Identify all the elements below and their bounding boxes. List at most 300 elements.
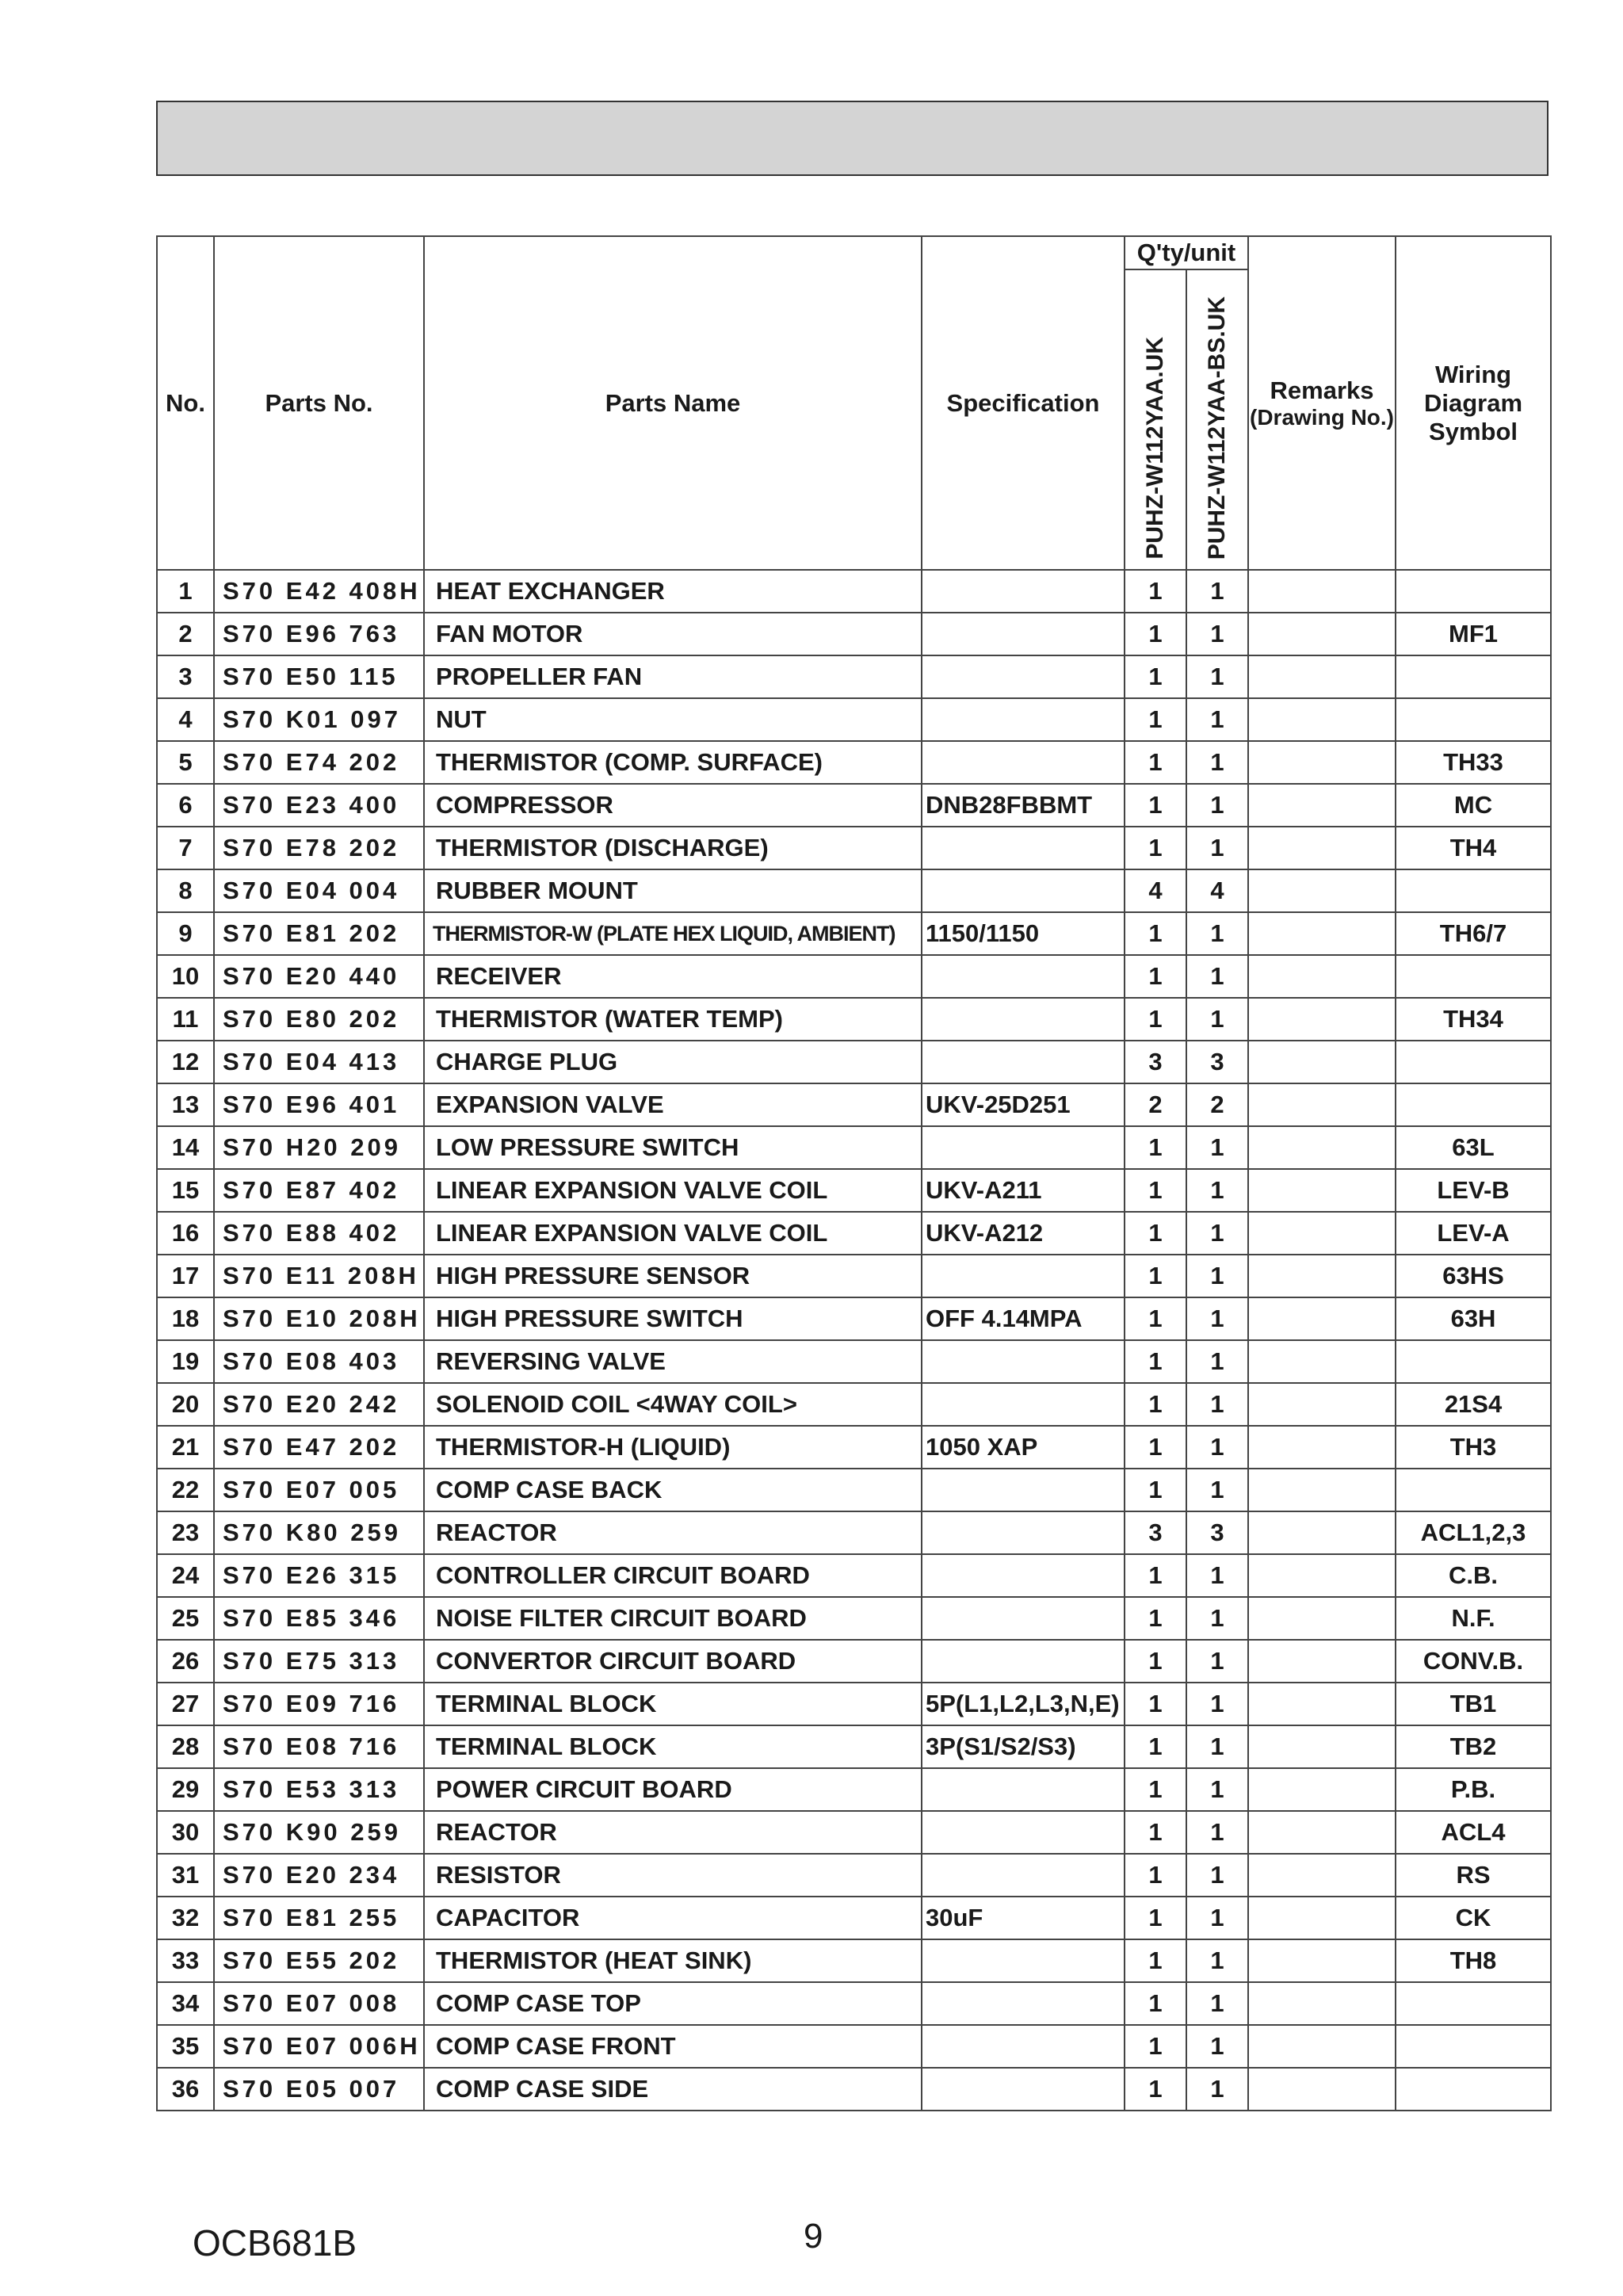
cell-qty-model-1: 1	[1125, 1169, 1186, 1212]
cell-parts-name: COMP CASE TOP	[424, 1982, 922, 2025]
cell-specification: UKV-A211	[922, 1169, 1125, 1212]
wiring-label-1: Wiring	[1434, 360, 1512, 388]
cell-specification	[922, 1640, 1125, 1683]
col-header-specification: Specification	[922, 236, 1125, 570]
cell-no: 21	[157, 1426, 214, 1469]
cell-wiring-symbol	[1396, 2025, 1551, 2068]
cell-qty-model-1: 1	[1125, 1897, 1186, 1939]
cell-part-no: S70 E11 208H	[214, 1255, 424, 1297]
cell-parts-name: CHARGE PLUG	[424, 1041, 922, 1083]
cell-part-no: S70 E74 202	[214, 741, 424, 784]
table-row	[157, 1041, 1551, 1083]
cell-wiring-symbol: TH4	[1396, 827, 1551, 869]
cell-parts-name: REACTOR	[424, 1511, 922, 1554]
cell-specification: DNB28FBBMT	[922, 784, 1125, 827]
cell-qty-model-2: 3	[1186, 1041, 1248, 1083]
cell-no: 23	[157, 1511, 214, 1554]
cell-qty-model-2: 1	[1186, 827, 1248, 869]
cell-qty-model-1: 4	[1125, 869, 1186, 912]
cell-qty-model-1: 1	[1125, 1597, 1186, 1640]
cell-no: 17	[157, 1255, 214, 1297]
cell-qty-model-2: 1	[1186, 741, 1248, 784]
cell-no: 1	[157, 570, 214, 613]
document-code: OCB681B	[193, 2222, 357, 2264]
cell-part-no: S70 E55 202	[214, 1939, 424, 1982]
cell-specification: 1050 XAP	[922, 1426, 1125, 1469]
cell-qty-model-2: 1	[1186, 1126, 1248, 1169]
cell-no: 30	[157, 1811, 214, 1854]
cell-qty-model-2: 1	[1186, 1982, 1248, 2025]
cell-qty-model-1: 1	[1125, 955, 1186, 998]
cell-no: 32	[157, 1897, 214, 1939]
cell-remarks	[1248, 869, 1396, 912]
cell-wiring-symbol: 63HS	[1396, 1255, 1551, 1297]
cell-remarks	[1248, 1426, 1396, 1469]
cell-parts-name: COMP CASE SIDE	[424, 2068, 922, 2111]
cell-no: 28	[157, 1725, 214, 1768]
cell-specification: 5P(L1,L2,L3,N,E)	[922, 1683, 1125, 1725]
cell-specification	[922, 1041, 1125, 1083]
cell-specification	[922, 2025, 1125, 2068]
cell-wiring-symbol: TH8	[1396, 1939, 1551, 1982]
table-row	[157, 1811, 1551, 1854]
cell-wiring-symbol	[1396, 1041, 1551, 1083]
wiring-label-3: Symbol	[1429, 417, 1518, 445]
cell-part-no: S70 E08 403	[214, 1340, 424, 1383]
cell-remarks	[1248, 955, 1396, 998]
cell-qty-model-1: 2	[1125, 1083, 1186, 1126]
table-row	[157, 1554, 1551, 1597]
cell-parts-name: FAN MOTOR	[424, 613, 922, 655]
cell-parts-name: HIGH PRESSURE SWITCH	[424, 1297, 922, 1340]
cell-qty-model-2: 1	[1186, 1554, 1248, 1597]
cell-specification: 30uF	[922, 1897, 1125, 1939]
cell-wiring-symbol: CONV.B.	[1396, 1640, 1551, 1683]
cell-wiring-symbol	[1396, 1083, 1551, 1126]
cell-remarks	[1248, 1297, 1396, 1340]
cell-no: 13	[157, 1083, 214, 1126]
cell-parts-name: REVERSING VALVE	[424, 1340, 922, 1383]
cell-parts-name: THERMISTOR (HEAT SINK)	[424, 1939, 922, 1982]
cell-qty-model-2: 1	[1186, 912, 1248, 955]
cell-no: 14	[157, 1126, 214, 1169]
table-row	[157, 1340, 1551, 1383]
cell-part-no: S70 E96 401	[214, 1083, 424, 1126]
cell-wiring-symbol: RS	[1396, 1854, 1551, 1897]
cell-remarks	[1248, 1768, 1396, 1811]
cell-parts-name: THERMISTOR (COMP. SURFACE)	[424, 741, 922, 784]
cell-wiring-symbol: C.B.	[1396, 1554, 1551, 1597]
cell-qty-model-1: 1	[1125, 1982, 1186, 2025]
cell-remarks	[1248, 1169, 1396, 1212]
cell-qty-model-2: 1	[1186, 1383, 1248, 1426]
page-number: 9	[804, 2217, 823, 2256]
cell-wiring-symbol	[1396, 1340, 1551, 1383]
cell-qty-model-1: 1	[1125, 1255, 1186, 1297]
cell-specification	[922, 613, 1125, 655]
cell-no: 8	[157, 869, 214, 912]
cell-remarks	[1248, 1340, 1396, 1383]
cell-parts-name: TERMINAL BLOCK	[424, 1683, 922, 1725]
cell-parts-name: THERMISTOR-W (PLATE HEX LIQUID, AMBIENT)	[424, 912, 922, 955]
table-row	[157, 1640, 1551, 1683]
cell-no: 9	[157, 912, 214, 955]
cell-part-no: S70 E78 202	[214, 827, 424, 869]
cell-wiring-symbol: TB2	[1396, 1725, 1551, 1768]
cell-qty-model-1: 1	[1125, 912, 1186, 955]
table-row	[157, 655, 1551, 698]
cell-part-no: S70 E42 408H	[214, 570, 424, 613]
table-row	[157, 1255, 1551, 1297]
cell-wiring-symbol: MF1	[1396, 613, 1551, 655]
cell-qty-model-1: 1	[1125, 1768, 1186, 1811]
cell-specification	[922, 998, 1125, 1041]
cell-parts-name: COMP CASE BACK	[424, 1469, 922, 1511]
model-1-label: PUHZ-W112YAA.UK	[1142, 337, 1168, 560]
cell-qty-model-1: 1	[1125, 1383, 1186, 1426]
cell-no: 16	[157, 1212, 214, 1255]
cell-parts-name: POWER CIRCUIT BOARD	[424, 1768, 922, 1811]
cell-qty-model-1: 1	[1125, 613, 1186, 655]
cell-no: 18	[157, 1297, 214, 1340]
table-row	[157, 741, 1551, 784]
cell-part-no: S70 E20 234	[214, 1854, 424, 1897]
cell-part-no: S70 E09 716	[214, 1683, 424, 1725]
cell-wiring-symbol: CK	[1396, 1897, 1551, 1939]
cell-part-no: S70 H20 209	[214, 1126, 424, 1169]
cell-qty-model-2: 1	[1186, 2025, 1248, 2068]
cell-qty-model-2: 1	[1186, 1939, 1248, 1982]
cell-remarks	[1248, 1083, 1396, 1126]
cell-part-no: S70 E81 202	[214, 912, 424, 955]
cell-part-no: S70 E26 315	[214, 1554, 424, 1597]
cell-no: 22	[157, 1469, 214, 1511]
table-row	[157, 2068, 1551, 2111]
cell-part-no: S70 E10 208H	[214, 1297, 424, 1340]
cell-part-no: S70 E04 413	[214, 1041, 424, 1083]
cell-specification	[922, 1126, 1125, 1169]
cell-qty-model-1: 1	[1125, 570, 1186, 613]
cell-specification	[922, 2068, 1125, 2111]
table-row	[157, 912, 1551, 955]
cell-qty-model-2: 1	[1186, 1340, 1248, 1383]
cell-no: 34	[157, 1982, 214, 2025]
cell-part-no: S70 E96 763	[214, 613, 424, 655]
col-header-parts-name: Parts Name	[424, 236, 922, 570]
cell-parts-name: COMP CASE FRONT	[424, 2025, 922, 2068]
cell-specification	[922, 655, 1125, 698]
cell-part-no: S70 E50 115	[214, 655, 424, 698]
cell-parts-name: LINEAR EXPANSION VALVE COIL	[424, 1212, 922, 1255]
cell-wiring-symbol	[1396, 2068, 1551, 2111]
cell-remarks	[1248, 827, 1396, 869]
cell-specification	[922, 1939, 1125, 1982]
table-row	[157, 570, 1551, 613]
cell-specification	[922, 1982, 1125, 2025]
cell-no: 4	[157, 698, 214, 741]
cell-part-no: S70 E75 313	[214, 1640, 424, 1683]
remarks-sub-label: (Drawing No.)	[1250, 404, 1395, 430]
cell-remarks	[1248, 1597, 1396, 1640]
table-row	[157, 1725, 1551, 1768]
cell-qty-model-2: 1	[1186, 1640, 1248, 1683]
cell-part-no: S70 E07 008	[214, 1982, 424, 2025]
cell-no: 33	[157, 1939, 214, 1982]
cell-wiring-symbol: 63H	[1396, 1297, 1551, 1340]
cell-wiring-symbol	[1396, 655, 1551, 698]
cell-no: 19	[157, 1340, 214, 1383]
cell-part-no: S70 K01 097	[214, 698, 424, 741]
table-row	[157, 1511, 1551, 1554]
cell-qty-model-1: 1	[1125, 1683, 1186, 1725]
cell-remarks	[1248, 1854, 1396, 1897]
model-2-label: PUHZ-W112YAA-BS.UK	[1204, 296, 1230, 560]
cell-specification: UKV-25D251	[922, 1083, 1125, 1126]
header-band	[156, 101, 1549, 176]
table-row	[157, 1597, 1551, 1640]
cell-parts-name: RESISTOR	[424, 1854, 922, 1897]
cell-qty-model-1: 1	[1125, 1212, 1186, 1255]
cell-parts-name: EXPANSION VALVE	[424, 1083, 922, 1126]
cell-qty-model-2: 1	[1186, 998, 1248, 1041]
cell-no: 5	[157, 741, 214, 784]
cell-qty-model-2: 1	[1186, 1597, 1248, 1640]
cell-wiring-symbol: ACL1,2,3	[1396, 1511, 1551, 1554]
cell-qty-model-2: 1	[1186, 570, 1248, 613]
cell-qty-model-2: 1	[1186, 655, 1248, 698]
cell-qty-model-1: 3	[1125, 1511, 1186, 1554]
cell-qty-model-2: 4	[1186, 869, 1248, 912]
cell-wiring-symbol: TH33	[1396, 741, 1551, 784]
cell-qty-model-2: 1	[1186, 1725, 1248, 1768]
table-row	[157, 1768, 1551, 1811]
table-row	[157, 1426, 1551, 1469]
cell-specification	[922, 1469, 1125, 1511]
cell-no: 11	[157, 998, 214, 1041]
cell-parts-name: NUT	[424, 698, 922, 741]
cell-part-no: S70 E08 716	[214, 1725, 424, 1768]
cell-qty-model-2: 1	[1186, 1683, 1248, 1725]
cell-qty-model-1: 1	[1125, 741, 1186, 784]
cell-qty-model-1: 1	[1125, 1340, 1186, 1383]
col-header-model-1	[1125, 269, 1186, 570]
table-row	[157, 1982, 1551, 2025]
cell-qty-model-1: 1	[1125, 655, 1186, 698]
table-row	[157, 1383, 1551, 1426]
cell-part-no: S70 E47 202	[214, 1426, 424, 1469]
cell-qty-model-2: 1	[1186, 1169, 1248, 1212]
parts-table	[156, 235, 1552, 2111]
cell-remarks	[1248, 1811, 1396, 1854]
cell-qty-model-1: 3	[1125, 1041, 1186, 1083]
table-row	[157, 698, 1551, 741]
cell-qty-model-2: 1	[1186, 698, 1248, 741]
cell-specification	[922, 955, 1125, 998]
cell-remarks	[1248, 1255, 1396, 1297]
table-row	[157, 1854, 1551, 1897]
cell-part-no: S70 E07 006H	[214, 2025, 424, 2068]
cell-no: 25	[157, 1597, 214, 1640]
cell-qty-model-1: 1	[1125, 1854, 1186, 1897]
col-header-no: No.	[157, 236, 214, 570]
cell-qty-model-1: 1	[1125, 1725, 1186, 1768]
cell-specification	[922, 570, 1125, 613]
cell-qty-model-2: 1	[1186, 955, 1248, 998]
cell-specification	[922, 869, 1125, 912]
cell-specification	[922, 698, 1125, 741]
table-row	[157, 1469, 1551, 1511]
remarks-label: Remarks	[1270, 376, 1374, 404]
table-row	[157, 998, 1551, 1041]
cell-remarks	[1248, 1212, 1396, 1255]
cell-no: 2	[157, 613, 214, 655]
cell-qty-model-1: 1	[1125, 2068, 1186, 2111]
table-row	[157, 1939, 1551, 1982]
cell-no: 27	[157, 1683, 214, 1725]
cell-parts-name: PROPELLER FAN	[424, 655, 922, 698]
cell-remarks	[1248, 912, 1396, 955]
cell-part-no: S70 E53 313	[214, 1768, 424, 1811]
cell-specification: 1150/1150	[922, 912, 1125, 955]
cell-no: 7	[157, 827, 214, 869]
cell-part-no: S70 E85 346	[214, 1597, 424, 1640]
cell-remarks	[1248, 1511, 1396, 1554]
cell-wiring-symbol	[1396, 1982, 1551, 2025]
cell-parts-name: CONTROLLER CIRCUIT BOARD	[424, 1554, 922, 1597]
cell-remarks	[1248, 1982, 1396, 2025]
cell-remarks	[1248, 998, 1396, 1041]
table-row	[157, 1683, 1551, 1725]
cell-wiring-symbol: N.F.	[1396, 1597, 1551, 1640]
table-row	[157, 1897, 1551, 1939]
cell-wiring-symbol: ACL4	[1396, 1811, 1551, 1854]
cell-qty-model-1: 1	[1125, 1811, 1186, 1854]
cell-qty-model-1: 1	[1125, 2025, 1186, 2068]
cell-no: 35	[157, 2025, 214, 2068]
cell-specification	[922, 1597, 1125, 1640]
cell-qty-model-2: 1	[1186, 1255, 1248, 1297]
cell-wiring-symbol	[1396, 1469, 1551, 1511]
cell-no: 12	[157, 1041, 214, 1083]
cell-part-no: S70 E81 255	[214, 1897, 424, 1939]
cell-specification	[922, 1255, 1125, 1297]
table-row	[157, 1212, 1551, 1255]
cell-remarks	[1248, 570, 1396, 613]
cell-specification	[922, 1511, 1125, 1554]
cell-remarks	[1248, 698, 1396, 741]
cell-specification	[922, 1340, 1125, 1383]
col-header-parts-no: Parts No.	[214, 236, 424, 570]
cell-remarks	[1248, 613, 1396, 655]
cell-specification: OFF 4.14MPA	[922, 1297, 1125, 1340]
table-row	[157, 1083, 1551, 1126]
col-header-model-2	[1186, 269, 1248, 570]
cell-part-no: S70 K90 259	[214, 1811, 424, 1854]
table-row	[157, 613, 1551, 655]
cell-wiring-symbol: TH6/7	[1396, 912, 1551, 955]
table-row	[157, 869, 1551, 912]
cell-parts-name: HEAT EXCHANGER	[424, 570, 922, 613]
cell-no: 29	[157, 1768, 214, 1811]
cell-parts-name: LOW PRESSURE SWITCH	[424, 1126, 922, 1169]
cell-remarks	[1248, 1554, 1396, 1597]
cell-specification	[922, 827, 1125, 869]
cell-qty-model-2: 1	[1186, 2068, 1248, 2111]
cell-parts-name: THERMISTOR-H (LIQUID)	[424, 1426, 922, 1469]
cell-remarks	[1248, 784, 1396, 827]
cell-parts-name: COMPRESSOR	[424, 784, 922, 827]
cell-specification	[922, 1554, 1125, 1597]
cell-qty-model-1: 1	[1125, 1640, 1186, 1683]
cell-parts-name: CONVERTOR CIRCUIT BOARD	[424, 1640, 922, 1683]
cell-qty-model-2: 1	[1186, 613, 1248, 655]
cell-wiring-symbol: LEV-B	[1396, 1169, 1551, 1212]
cell-qty-model-1: 1	[1125, 998, 1186, 1041]
cell-parts-name: RUBBER MOUNT	[424, 869, 922, 912]
cell-part-no: S70 E04 004	[214, 869, 424, 912]
cell-remarks	[1248, 1383, 1396, 1426]
cell-qty-model-2: 2	[1186, 1083, 1248, 1126]
cell-qty-model-2: 1	[1186, 1854, 1248, 1897]
cell-specification: 3P(S1/S2/S3)	[922, 1725, 1125, 1768]
cell-no: 10	[157, 955, 214, 998]
cell-specification	[922, 1811, 1125, 1854]
cell-qty-model-1: 1	[1125, 827, 1186, 869]
table-row	[157, 955, 1551, 998]
cell-qty-model-1: 1	[1125, 1426, 1186, 1469]
cell-part-no: S70 K80 259	[214, 1511, 424, 1554]
cell-parts-name: HIGH PRESSURE SENSOR	[424, 1255, 922, 1297]
cell-parts-name: THERMISTOR (WATER TEMP)	[424, 998, 922, 1041]
cell-remarks	[1248, 1725, 1396, 1768]
table-row	[157, 827, 1551, 869]
cell-remarks	[1248, 1939, 1396, 1982]
table-row	[157, 2025, 1551, 2068]
cell-no: 3	[157, 655, 214, 698]
cell-qty-model-2: 1	[1186, 1297, 1248, 1340]
cell-no: 20	[157, 1383, 214, 1426]
cell-parts-name: TERMINAL BLOCK	[424, 1725, 922, 1768]
cell-wiring-symbol: TH34	[1396, 998, 1551, 1041]
cell-remarks	[1248, 741, 1396, 784]
table-row	[157, 1297, 1551, 1340]
cell-specification	[922, 741, 1125, 784]
cell-remarks	[1248, 1897, 1396, 1939]
cell-part-no: S70 E87 402	[214, 1169, 424, 1212]
cell-parts-name: LINEAR EXPANSION VALVE COIL	[424, 1169, 922, 1212]
cell-qty-model-2: 1	[1186, 1426, 1248, 1469]
cell-wiring-symbol: MC	[1396, 784, 1551, 827]
cell-wiring-symbol	[1396, 869, 1551, 912]
cell-parts-name: CAPACITOR	[424, 1897, 922, 1939]
cell-qty-model-1: 1	[1125, 1939, 1186, 1982]
cell-qty-model-2: 1	[1186, 1897, 1248, 1939]
cell-part-no: S70 E20 440	[214, 955, 424, 998]
cell-qty-model-1: 1	[1125, 784, 1186, 827]
cell-qty-model-1: 1	[1125, 1126, 1186, 1169]
cell-wiring-symbol	[1396, 698, 1551, 741]
cell-qty-model-2: 3	[1186, 1511, 1248, 1554]
cell-no: 26	[157, 1640, 214, 1683]
cell-part-no: S70 E23 400	[214, 784, 424, 827]
cell-part-no: S70 E05 007	[214, 2068, 424, 2111]
cell-specification: UKV-A212	[922, 1212, 1125, 1255]
col-header-remarks	[1248, 236, 1396, 570]
cell-qty-model-2: 1	[1186, 784, 1248, 827]
cell-remarks	[1248, 1469, 1396, 1511]
cell-remarks	[1248, 1041, 1396, 1083]
cell-part-no: S70 E07 005	[214, 1469, 424, 1511]
